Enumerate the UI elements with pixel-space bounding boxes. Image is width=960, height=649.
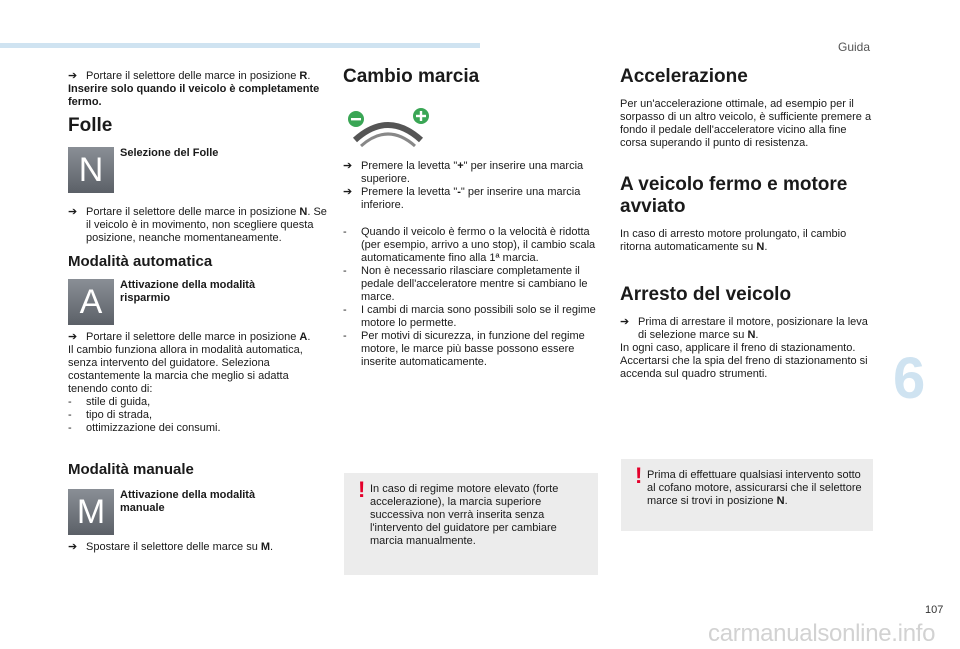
auto-list-item: - ottimizzazione dei consumi.	[68, 422, 221, 434]
bullet-marker: ➔	[68, 70, 78, 82]
chapter-number: 6	[893, 346, 926, 411]
warning-icon: !	[635, 463, 643, 488]
manual-m-icon: M	[68, 489, 114, 535]
manual-bullet: ➔ Spostare il selettore delle marce su M.	[68, 541, 274, 553]
steering-wheel-paddles-icon	[343, 108, 433, 148]
warning-icon: !	[358, 477, 366, 502]
auto-icon-caption: Attivazione della modalità risparmio	[120, 279, 256, 304]
accel-title: Accelerazione	[620, 66, 748, 87]
folle-title: Folle	[68, 115, 113, 136]
cambio-note: - Per motivi di sicurezza, in funzione del regime motore, le marce più basse possono essere inserite automaticamente.	[343, 330, 585, 368]
intro-bullet: ➔ Portare il selettore delle marce in posizione R.	[68, 70, 311, 82]
arrest-warning-text: Prima di effettuare qualsiasi intervento sotto al cofano motore, assicurarsi che il selettore marce si trovi in posizione N.	[647, 469, 862, 507]
cambio-note: - Non è necessario rilasciare completamente il pedale dell'acceleratore mentre si cambiano le marce.	[343, 265, 588, 303]
stopped-title: A veicolo fermo e motore avviato	[620, 174, 848, 217]
arrest-bullet: ➔ Prima di arrestare il motore, posizionare la leva di selezione marce su N.	[620, 316, 868, 341]
auto-list-item: - tipo di strada,	[68, 409, 153, 421]
paddle-shifter-illustration	[343, 108, 433, 148]
cambio-note: - I cambi di marcia sono possibili solo se il regime motore lo permette.	[343, 304, 596, 329]
accel-text: Per un'accelerazione ottimale, ad esempio per il sorpasso di un altro veicolo, è sufficiente premere a fondo il pedale dell'acceleratore vicino alla fine corsa superando il punto di resistenza.	[620, 98, 872, 149]
manual-icon-row	[68, 489, 328, 541]
auto-list-item: - stile di guida,	[68, 396, 151, 408]
section-label: Guida	[838, 40, 871, 54]
arrest-warning-box	[621, 459, 873, 531]
stopped-text: In caso di arresto motore prolungato, il cambio ritorna automaticamente su N.	[620, 228, 847, 253]
paddle-minus-bullet: ➔ Premere la levetta "-" per inserire una marcia inferiore.	[343, 186, 581, 211]
page-number: 107	[925, 604, 944, 616]
arrest-text: In ogni caso, applicare il freno di stazionamento. Accertarsi che la spia del freno di stazionamento si accenda sul quadro strumenti.	[620, 342, 868, 380]
cambio-notes	[343, 226, 601, 369]
folle-bullet: ➔ Portare il selettore delle marce in posizione N. Se il veicolo è in movimento, non scegliere questa posizione, neanche momentaneamente.	[68, 206, 327, 244]
cambio-warning-box	[344, 473, 598, 575]
cambio-note: - Quando il veicolo è fermo o la velocità è ridotta (per esempio, arrivo a uno stop), il cambio scala automaticamente fino alla 1ª marcia.	[343, 226, 596, 264]
auto-text: Il cambio funziona allora in modalità automatica, senza intervento del guidatore. Seleziona costantemente la marcia che meglio si adatta tenendo conto di:	[68, 344, 303, 395]
arrest-title: Arresto del veicolo	[620, 284, 792, 305]
folle-icon-caption: Selezione del Folle	[120, 147, 219, 159]
auto-bullet: ➔ Portare il selettore delle marce in posizione A.	[68, 331, 311, 343]
auto-a-icon: A	[68, 279, 114, 325]
column-middle	[343, 66, 601, 369]
auto-title: Modalità automatica	[68, 253, 213, 270]
manual-icon-caption: Attivazione della modalità manuale	[120, 489, 256, 514]
cambio-title: Cambio marcia	[343, 66, 480, 87]
header-bar	[0, 43, 480, 48]
cambio-warning-text: In caso di regime motore elevato (forte accelerazione), la marcia superiore successiva non verrà inserita senza l'intervento del guidatore per cambiare marcia manualmente.	[370, 483, 559, 547]
paddle-plus-bullet: ➔ Premere la levetta "+" per inserire una marcia superiore.	[343, 160, 584, 185]
folle-icon-row	[68, 147, 328, 199]
column-left	[68, 70, 328, 554]
auto-icon-row	[68, 279, 328, 331]
watermark: carmanualsonline.info	[708, 620, 936, 647]
neutral-n-icon: N	[68, 147, 114, 193]
intro-bold: Inserire solo quando il veicolo è completamente fermo.	[68, 83, 320, 108]
manual-title: Modalità manuale	[68, 461, 194, 478]
column-right	[620, 66, 876, 381]
